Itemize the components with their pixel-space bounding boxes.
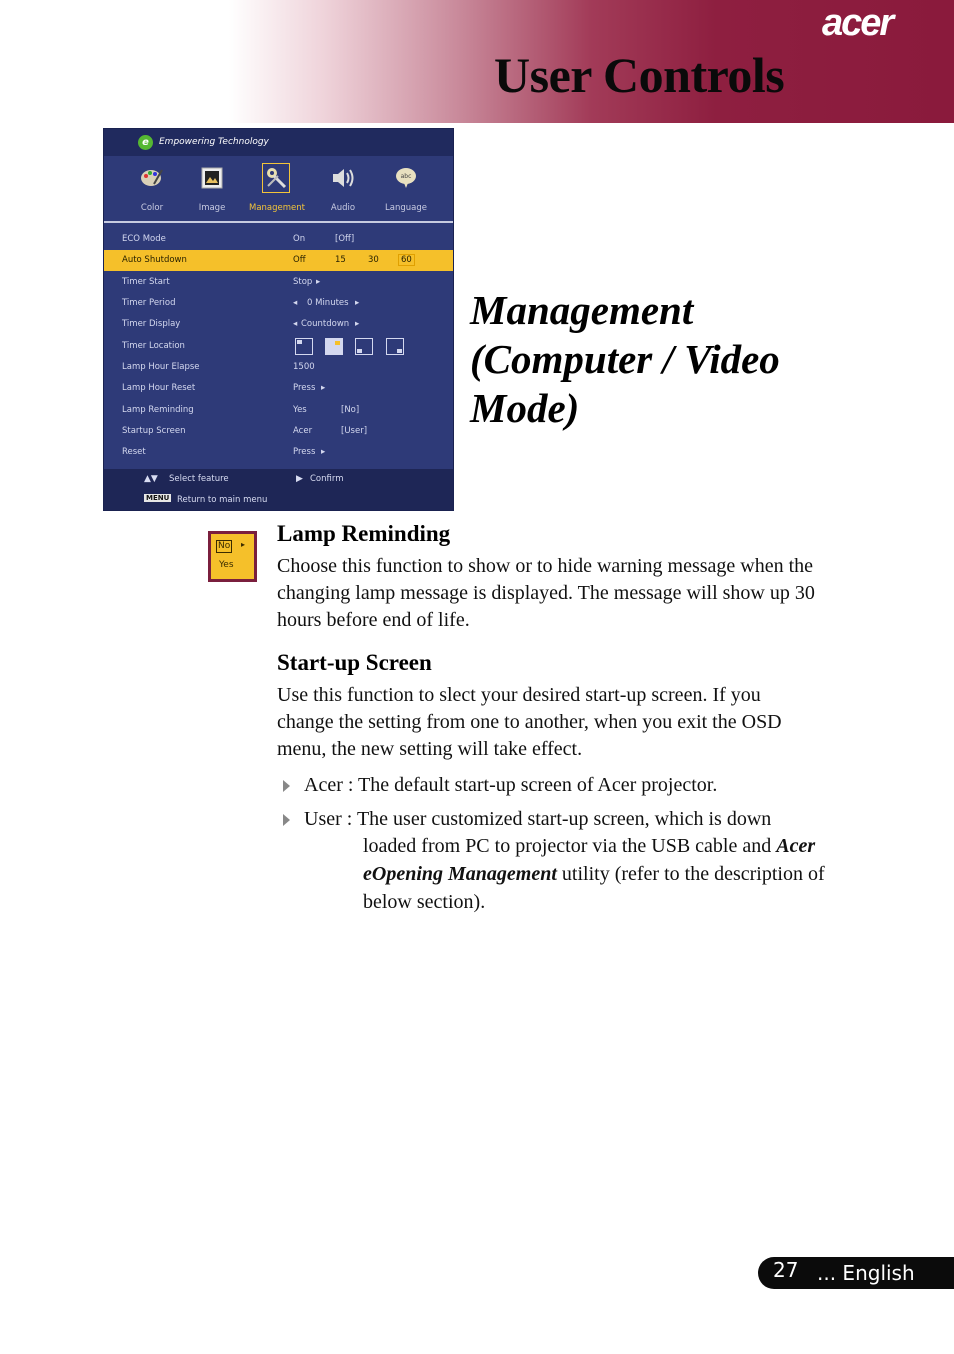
osd-row-eco-mode: ECO Mode On [Off]: [122, 234, 355, 244]
page-language: ... English: [817, 1261, 915, 1285]
osd-row-lamp-reminding: Lamp Reminding Yes [No]: [122, 405, 360, 415]
osd-tab-label: Language: [385, 203, 427, 213]
lamp-reminding-option-icon: No ▸ Yes: [208, 531, 257, 582]
page-title: User Controls: [494, 47, 785, 103]
empowering-e-icon: e: [138, 135, 153, 150]
osd-tab-label: Color: [140, 203, 164, 213]
osd-row-timer-period: Timer Period ◂ 0 Minutes ▸: [122, 298, 360, 308]
osd-footer: ▲▼ Select feature ▶ Confirm MENU Return to main menu: [104, 469, 453, 510]
osd-tagline: Empowering Technology: [159, 137, 269, 147]
osd-tab-label: Audio: [330, 203, 356, 213]
arrow-left-icon: ◂: [293, 298, 298, 308]
osd-row-auto-shutdown: Auto Shutdown Off 15 30 60: [104, 250, 453, 271]
osd-row-timer-location: Timer Location: [104, 336, 453, 357]
right-arrow-circle-icon: ▶: [296, 474, 303, 484]
osd-banner: [104, 129, 453, 156]
location-top-right-icon: [325, 338, 343, 355]
arrow-right-icon: ▸: [321, 447, 326, 457]
location-bottom-right-icon: [386, 338, 404, 355]
svg-text:abc: abc: [400, 173, 412, 180]
lamp-reminding-heading: Lamp Reminding: [277, 521, 451, 546]
startup-screen-heading: Start-up Screen: [277, 650, 432, 675]
language-bubble-icon: [393, 165, 419, 191]
up-down-arrows-icon: ▲▼: [144, 474, 158, 484]
acer-logo: acer: [822, 2, 893, 44]
arrow-right-icon: ▸: [321, 383, 326, 393]
osd-tabs: [104, 159, 453, 219]
location-bottom-left-icon: [355, 338, 373, 355]
osd-tab-image: [177, 159, 247, 219]
arrow-right-icon: ▸: [355, 298, 360, 308]
speaker-icon: [330, 165, 356, 191]
arrow-right-icon: ▸: [316, 277, 321, 287]
lamp-reminding-text: Choose this function to show or to hide warning message when the changing lamp message is displayed. The message will show up 30 hours before end of life.: [277, 555, 815, 631]
arrow-right-icon: ▸: [241, 540, 246, 549]
osd-tab-label: Image: [198, 203, 226, 213]
header-band: [0, 0, 954, 123]
palette-icon: [139, 165, 165, 191]
osd-row-timer-start: Timer Start Stop ▸: [122, 277, 321, 287]
arrow-left-icon: ◂: [293, 319, 298, 329]
bullet-arrow-icon: [283, 814, 290, 826]
osd-row-lamp-hour-reset: Lamp Hour Reset Press ▸: [122, 383, 326, 393]
osd-separator: [104, 221, 453, 223]
osd-tab-management: [242, 159, 312, 219]
picture-icon: [199, 165, 225, 191]
arrow-right-icon: ▸: [355, 319, 360, 329]
osd-row-reset: Reset Press ▸: [122, 447, 326, 457]
section-heading: Management (Computer / Video Mode): [470, 287, 780, 431]
menu-key-icon: MENU: [146, 494, 170, 502]
bullet-user-continuation: loaded from PC to projector via the USB cable and Acer eOpening Management utility (refer to the description of below section).: [363, 835, 825, 913]
page-number: 27: [773, 1258, 799, 1282]
startup-screen-text: Use this function to slect your desired start-up screen. If you change the setting from one to another, when you exit the OSD menu, the new setting will take effect.: [277, 684, 782, 760]
osd-row-startup-screen: Startup Screen Acer [User]: [122, 426, 368, 436]
bullet-arrow-icon: [283, 780, 290, 792]
osd-tab-audio: [308, 159, 378, 219]
osd-tab-language: [371, 159, 441, 219]
tools-icon: [262, 163, 290, 193]
osd-tab-label: Management: [249, 203, 305, 213]
location-top-left-icon: [295, 338, 313, 355]
osd-row-timer-display: Timer Display ◂ Countdown ▸: [122, 319, 360, 329]
osd-row-lamp-hour-elapse: Lamp Hour Elapse 1500: [122, 362, 315, 372]
osd-screenshot: [103, 128, 454, 511]
